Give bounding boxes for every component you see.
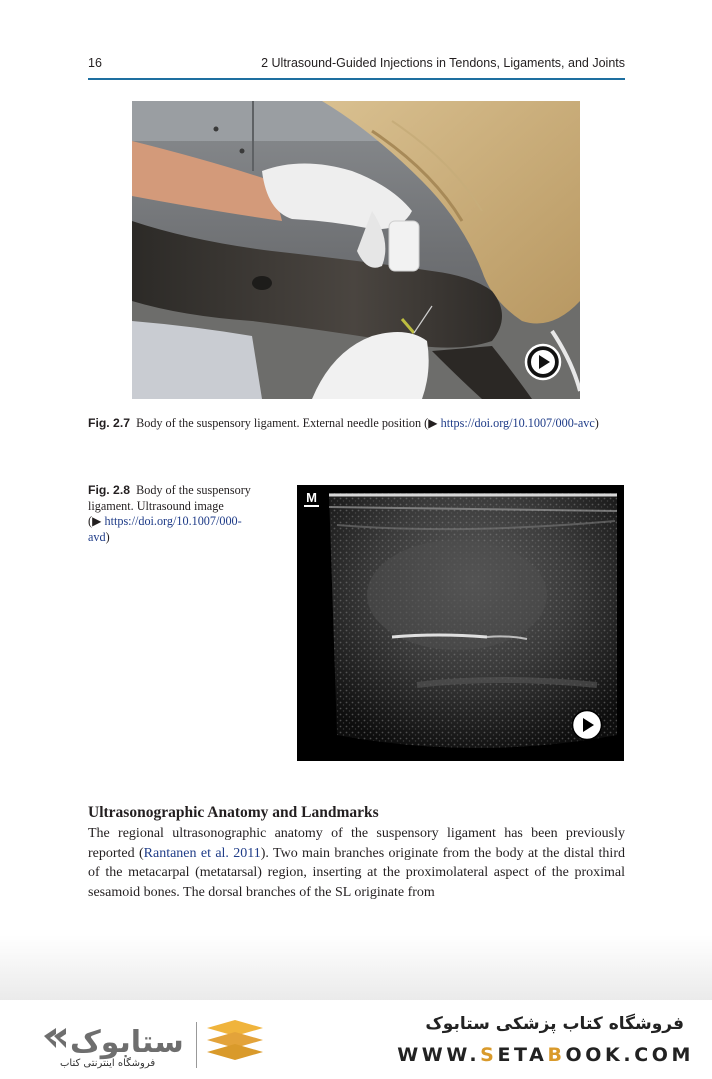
figure-label: Fig. 2.8	[88, 483, 130, 497]
caption-close: )	[594, 416, 599, 430]
page-fade	[0, 935, 712, 1005]
page-header	[88, 56, 625, 78]
figure-2-8-ultrasound-image	[297, 485, 624, 761]
play-button-icon[interactable]	[524, 343, 562, 381]
doi-link[interactable]: https://doi.org/10.1007/000-avd	[88, 514, 242, 544]
logo-divider	[196, 1022, 197, 1068]
caption-text: Body of the suspensory ligament. External needle position (	[136, 416, 429, 430]
body-paragraph	[88, 824, 625, 902]
section-heading: Ultrasonographic Anatomy and Landmarks	[88, 804, 379, 821]
figure-2-7-photo	[132, 101, 580, 399]
video-arrow-icon: ▶	[428, 416, 438, 430]
store-url[interactable]: WWW.SETABOOK.COM	[397, 1044, 694, 1066]
figure-2-7-caption	[88, 416, 625, 432]
play-button-icon[interactable]	[571, 709, 603, 741]
header-rule	[88, 78, 625, 80]
figure-label: Fig. 2.7	[88, 416, 130, 430]
doi-link[interactable]: https://doi.org/10.1007/000-avc	[440, 416, 595, 430]
book-stack-icon	[205, 1020, 265, 1070]
paragraph-text: ). Two main branches originate from the body at the distal third of the metacarpal (metatarsal) region, inserting at the proximolateral aspect of the proximal sesamoid bones. The dorsal branches of the SL originate from	[88, 845, 625, 900]
caption-text: Body of the suspensory ligament. Ultrasound image (	[88, 483, 251, 528]
running-title: 2 Ultrasound-Guided Injections in Tendons, Ligaments, and Joints	[261, 56, 625, 70]
ultrasound-orientation-marker: M	[304, 491, 319, 507]
footer-banner	[0, 1000, 712, 1079]
paragraph-text: The regional ultrasonographic anatomy of the suspensory ligament has been previously reported (	[88, 826, 625, 861]
caption-close: )	[105, 529, 110, 544]
svg-text:ستابوک: ستابوک	[70, 1025, 184, 1060]
page-number: 16	[88, 56, 102, 70]
video-arrow-icon: ▶	[92, 514, 102, 528]
brand-tagline: فروشگاه اینترنتی کتاب	[60, 1058, 156, 1069]
figure-2-8-caption	[88, 483, 263, 545]
store-title: فروشگاه کتاب پزشکی ستابوک	[425, 1014, 684, 1034]
citation-link[interactable]: Rantanen et al. 2011	[143, 845, 261, 861]
